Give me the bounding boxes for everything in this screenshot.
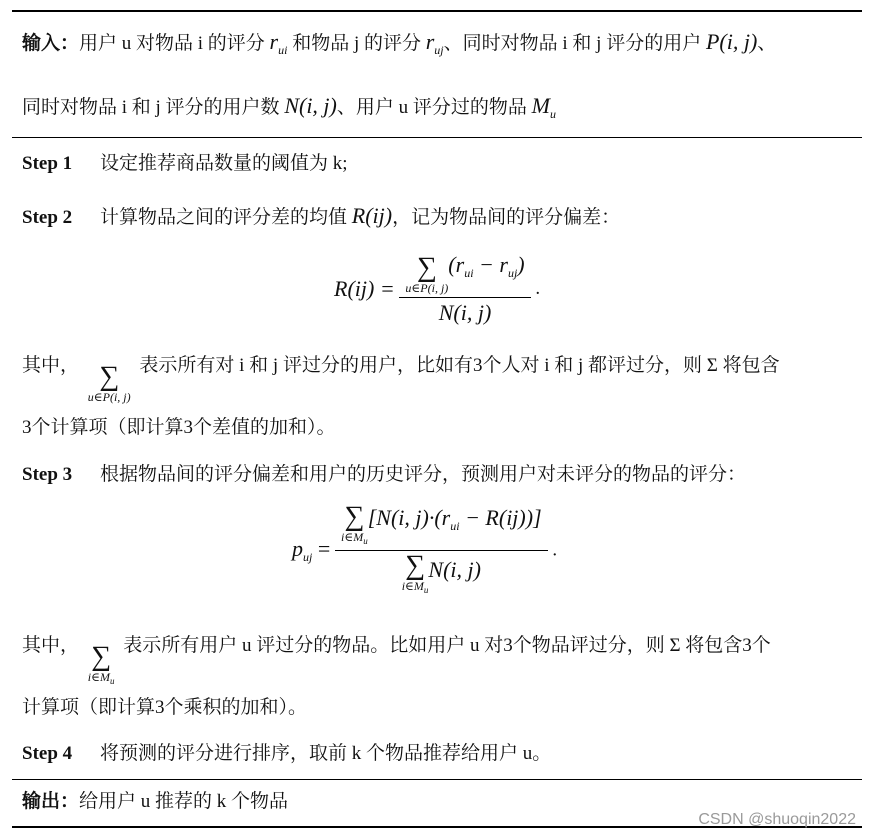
step2-note-line-2: 3个计算项（即计算3个差值的加和）。 <box>22 417 336 438</box>
input-line-1: 输入：用户 u 对物品 i 的评分 $r_{ui}$ 和物品 j 的评分 $r_{uj}$、同时对物品 i 和 j 评分的用户 P(i, j)、 <box>22 29 777 57</box>
step3-fraction: ∑ $i\in M_u$ [N(i, $j)\cdot(r_{ui} - R(ij))$] ∑ $i\in M_u$ N(i, j) <box>335 504 548 597</box>
step4-line: Step 4 将预测的评分进行排序，取前 k 个物品推荐给用户 u。 <box>22 740 551 768</box>
step4-label: Step 4 <box>22 743 73 764</box>
step2-fraction: ∑ u∈P(i, j) $(r_{ui} - r_{uj})$ N(i, j) <box>399 252 530 326</box>
watermark: CSDN @shuoqin2022 <box>698 811 856 828</box>
output-label: 输出： <box>22 791 80 812</box>
sum-symbol: ∑ $i\in M_u$ <box>401 550 429 595</box>
step3-note-line-2: 计算项（即计算3个乘积的加和）。 <box>22 697 308 718</box>
input-label: 输入： <box>22 33 80 54</box>
step3-formula: $p_{uj}$ = ∑ $i\in M_u$ [N(i, $j)\cdot(r_{ui} - R(ij))$] ∑ $i\in M_u$ N(i, j) . <box>292 501 558 595</box>
step2-note-line-1: 其中， ∑ u∈P(i, j) 表示所有对 i 和 j 评过分的用户，比如有3个人对 i 和 j 都评过分，则 Σ 将包含 <box>22 355 780 404</box>
output-line: 输出：给用户 u 推荐的 k 个物品 <box>22 791 289 812</box>
step1-label: Step 1 <box>22 153 73 174</box>
step2-label: Step 2 <box>22 207 73 228</box>
step3-note-line-1: 其中， ∑ $i\in M_u$ 表示所有用户 u 评过分的物品。比如用户 u 对3个物品评过分，则 Σ 将包含3个 <box>22 635 771 686</box>
sum-symbol: ∑ $i\in M_u$ <box>87 641 115 686</box>
step2-line: Step 2 计算物品之间的评分差的均值 R(ij)，记为物品间的评分偏差： <box>22 202 620 232</box>
output-divider <box>12 779 862 780</box>
top-rule <box>12 10 862 12</box>
step1-line: Step 1 设定推荐商品数量的阈值为 k; <box>22 150 348 178</box>
input-divider <box>12 137 862 138</box>
step3-line: Step 3 根据物品间的评分偏差和用户的历史评分，预测用户对未评分的物品的评分： <box>22 461 746 489</box>
step2-formula: R(ij) = ∑ u∈P(i, j) $(r_{ui} - r_{uj})$ N(i, j) . <box>334 252 541 325</box>
step3-label: Step 3 <box>22 464 73 485</box>
input-line-2: 同时对物品 i 和 j 评分的用户数 N(i, j)、用户 u 评分过的物品 $M_u$ <box>22 93 556 121</box>
sum-symbol: ∑ $i\in M_u$ <box>341 501 368 546</box>
sum-symbol: ∑ u∈P(i, j) <box>87 361 131 404</box>
sum-symbol: ∑ u∈P(i, j) <box>405 252 449 295</box>
